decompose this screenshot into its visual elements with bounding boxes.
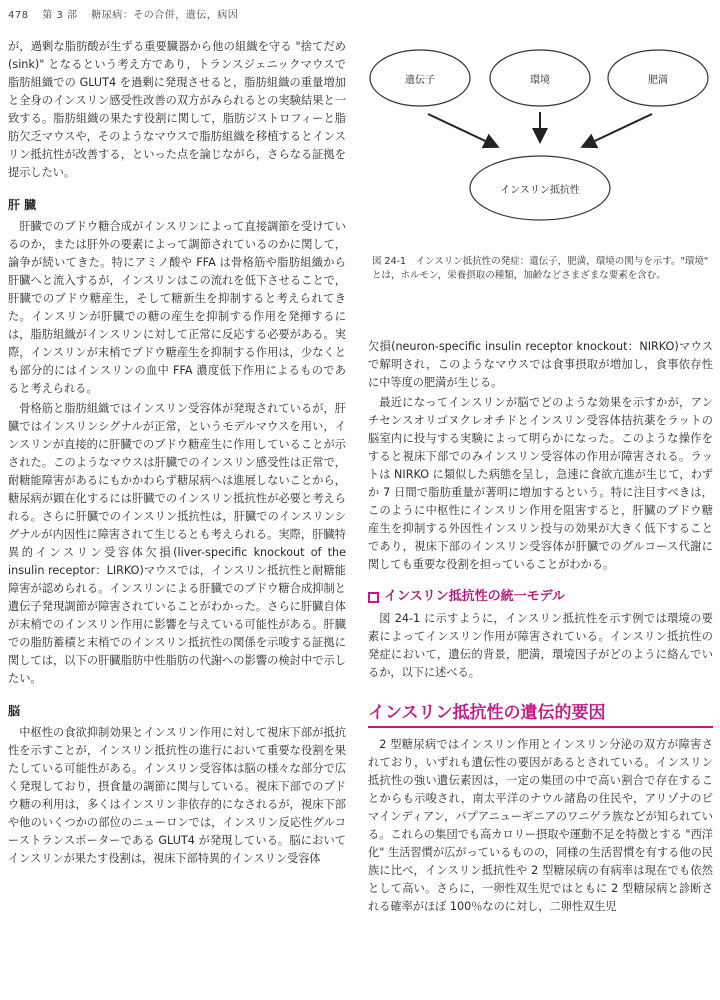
node-genes-label: 遺伝子 bbox=[405, 75, 435, 86]
node-center-label: インスリン抵抗性 bbox=[500, 185, 580, 196]
subsection-title: インスリン抵抗性の統一モデル bbox=[384, 589, 565, 604]
chapter-label: 第 3 部 bbox=[42, 10, 78, 21]
paragraph: 2 型糖尿病ではインスリン作用とインスリン分泌の双方が障害されており，いずれも遺伝性の要因があるとされている。インスリン抵抗性の強い遺伝素因は，一定の集団の中で高い割合で存在することからも示唆され，南太平洋のナウル諸島の住民や，アリゾナのピマインディアン，パプアニューギニアのワニゲラ族などが知られている。これらの集団でも高カロリー摂取や運動不足を特徴とする "西洋化" 生活習慣が広がっているものの，同様の生活習慣を有する他の民族に比べ，インスリン抵抗性や 2 型糖尿病の有病率は現在でも依然として高い。さらに，一卵性双生児ではともに 2 型糖尿病と診断される確率がほぼ 100％なのに対し，二卵性双生児 bbox=[368, 738, 713, 913]
page-number: 478 bbox=[8, 10, 29, 21]
paragraph: 欠損(neuron-specific insulin receptor knockout：NIRKO)マウスで解明され，このようなマウスでは食事摂取が増加し，食事依存性に中等度の肥満が生じる。 bbox=[368, 340, 713, 389]
arrow-obesity bbox=[584, 114, 652, 146]
node-obesity-label: 肥満 bbox=[648, 75, 668, 86]
paragraph: 中枢性の食欲抑制効果とインスリン作用に対して視床下部が抵抗性を示すことが，インスリン抵抗性の進行において重要な役割を果たしている可能性がある。インスリン受容体は脳の様々な部分で広く発現しており，摂食量の調節に関与している。視床下部でのブドウ糖の利用は，多くはインスリン非依存的になされるが，視床下部や他のいくつかの部位のニューロンでは，インスリン反応性グルコーストランスポーターである GLUT4 が発現している。脳においてインスリンが果たす役割は，視床下部特異的インスリン受容体 bbox=[8, 726, 346, 865]
section-heading-liver: 肝 臓 bbox=[8, 198, 37, 212]
paragraph: 図 24-1 に示すように，インスリン抵抗性を示す例では環境の要素によってインスリン作用が障害されている。インスリン抵抗性の発症において，遺伝的背景，肥満，環境因子がどのように絡んでいるか，以下に述べる。 bbox=[368, 612, 713, 679]
paragraph: 骨格筋と脂肪組織ではインスリン受容体が発現されているが，肝臓ではインスリンシグナルが正常，というモデルマウスを用い，インスリンが直接的に肝臓でのブドウ糖産生に作用していることが示された。このようなマウスは肝臓でのインスリン感受性は正常で，耐糖能障害があるにもかかわらず糖尿病へは進展しないことから，糖尿病が顕在化するには肝臓でのインスリン抵抗性が必要と考えられる。さらに肝臓でのインスリン抵抗性は，肝臓でのインスリンシグナルが内因性に障害されて生じるとも考えられる。実際，肝臓特異的インスリン受容体欠損(liver-specific knockout of the insulin receptor：LIRKO)マウスでは，インスリン抵抗性と耐糖能障害が認められる。インスリンによる肝臓でのブドウ糖合成抑制と遺伝子発現調節が障害されていることがわかった。さらに肝臓自体が末梢でのインスリン作用に影響を与えている可能性がある。肝臓での脂肪蓄積と末梢でのインスリン抵抗性の関係を示唆する証拠に関しては，以下の肝臓脂肪中性脂肪の代謝への影響の検討中で示したい。 bbox=[8, 402, 346, 685]
figure-caption: 図 24-1 インスリン抵抗性の発症：遺伝子，肥満，環境の関与を示す。"環境" とは，ホルモン，栄養摂取の種類，加齢などさまざまな要素を含む。 bbox=[372, 256, 709, 281]
left-column bbox=[8, 38, 346, 998]
arrow-genes bbox=[428, 114, 496, 146]
figure-24-1 bbox=[368, 42, 713, 257]
running-title: 糖尿病：その合併，遺伝，病因 bbox=[91, 10, 239, 21]
node-env-label: 環境 bbox=[530, 75, 550, 86]
paragraph: 肝臓でのブドウ糖合成がインスリンによって直接調節を受けているのか，または肝外の要素によって調節されているのかに関して，論争が続いてきた。特にアミノ酸や FFA は骨格筋や脂肪組織から肝臓へと流入するが，インスリンはこの流れを低下させることで，肝臓でのブドウ糖産生，そして糖新生を抑制すると考えられてきた。インスリンが肝臓での糖の産生を抑制する作用を発揮するには，脂肪組織がインスリンに対して正常に反応する必要がある。実際，インスリンが末梢でブドウ糖産生を抑制する作用は，少なくとも部分的にはインスリンの血中 FFA 濃度低下作用によるものであると考えられる。 bbox=[8, 220, 346, 395]
right-column bbox=[368, 338, 713, 918]
section-heading-brain: 脳 bbox=[8, 704, 21, 718]
paragraph: が，過剰な脂肪酸が生ずる重要臓器から他の組織を守る "捨てだめ(sink)" となるという考え方であり，トランスジェニックマウスで脂肪組織での GLUT4 を過剰に発現させると，脂肪組織の重量増加と全身のインスリン感受性改善の双方がみられるとの実験結果と一致する。脂肪組織の果たす役割に関して，脂肪ジストロフィーと脂肪欠乏マウスや，そのようなマウスで脂肪組織を移植するとインスリン抵抗性が改善する，といった点を論じながら，さらなる証拠を提示したい。 bbox=[8, 40, 346, 179]
square-bullet-icon bbox=[368, 592, 379, 603]
section-title: インスリン抵抗性の遺伝的要因 bbox=[368, 704, 713, 728]
page-header bbox=[8, 6, 708, 21]
paragraph: 最近になってインスリンが脳でどのような効果を示すかが，アンチセンスオリゴヌクレオチドとインスリン受容体拮抗薬をラットの脳室内に投与する実験によって明らかになった。このような操作をすると視床下部でのみインスリン受容体の作用が障害される。ラットは NIRKO に類似した病態を呈し，急速に食欲亢進が生じて，わずか 7 日間で脂肪重量が著明に増加するという。特に注目すべきは，このように中枢性にインスリン作用を阻害すると，肝臓のブドウ糖産生を抑制する外因性インスリン投与の効果が大きく低下することであり，視床下部のインスリン受容体が肝臓でのグルコース代謝に関しても重要な役割を担っていることがわかる。 bbox=[368, 396, 713, 571]
subsection-heading bbox=[368, 588, 713, 606]
